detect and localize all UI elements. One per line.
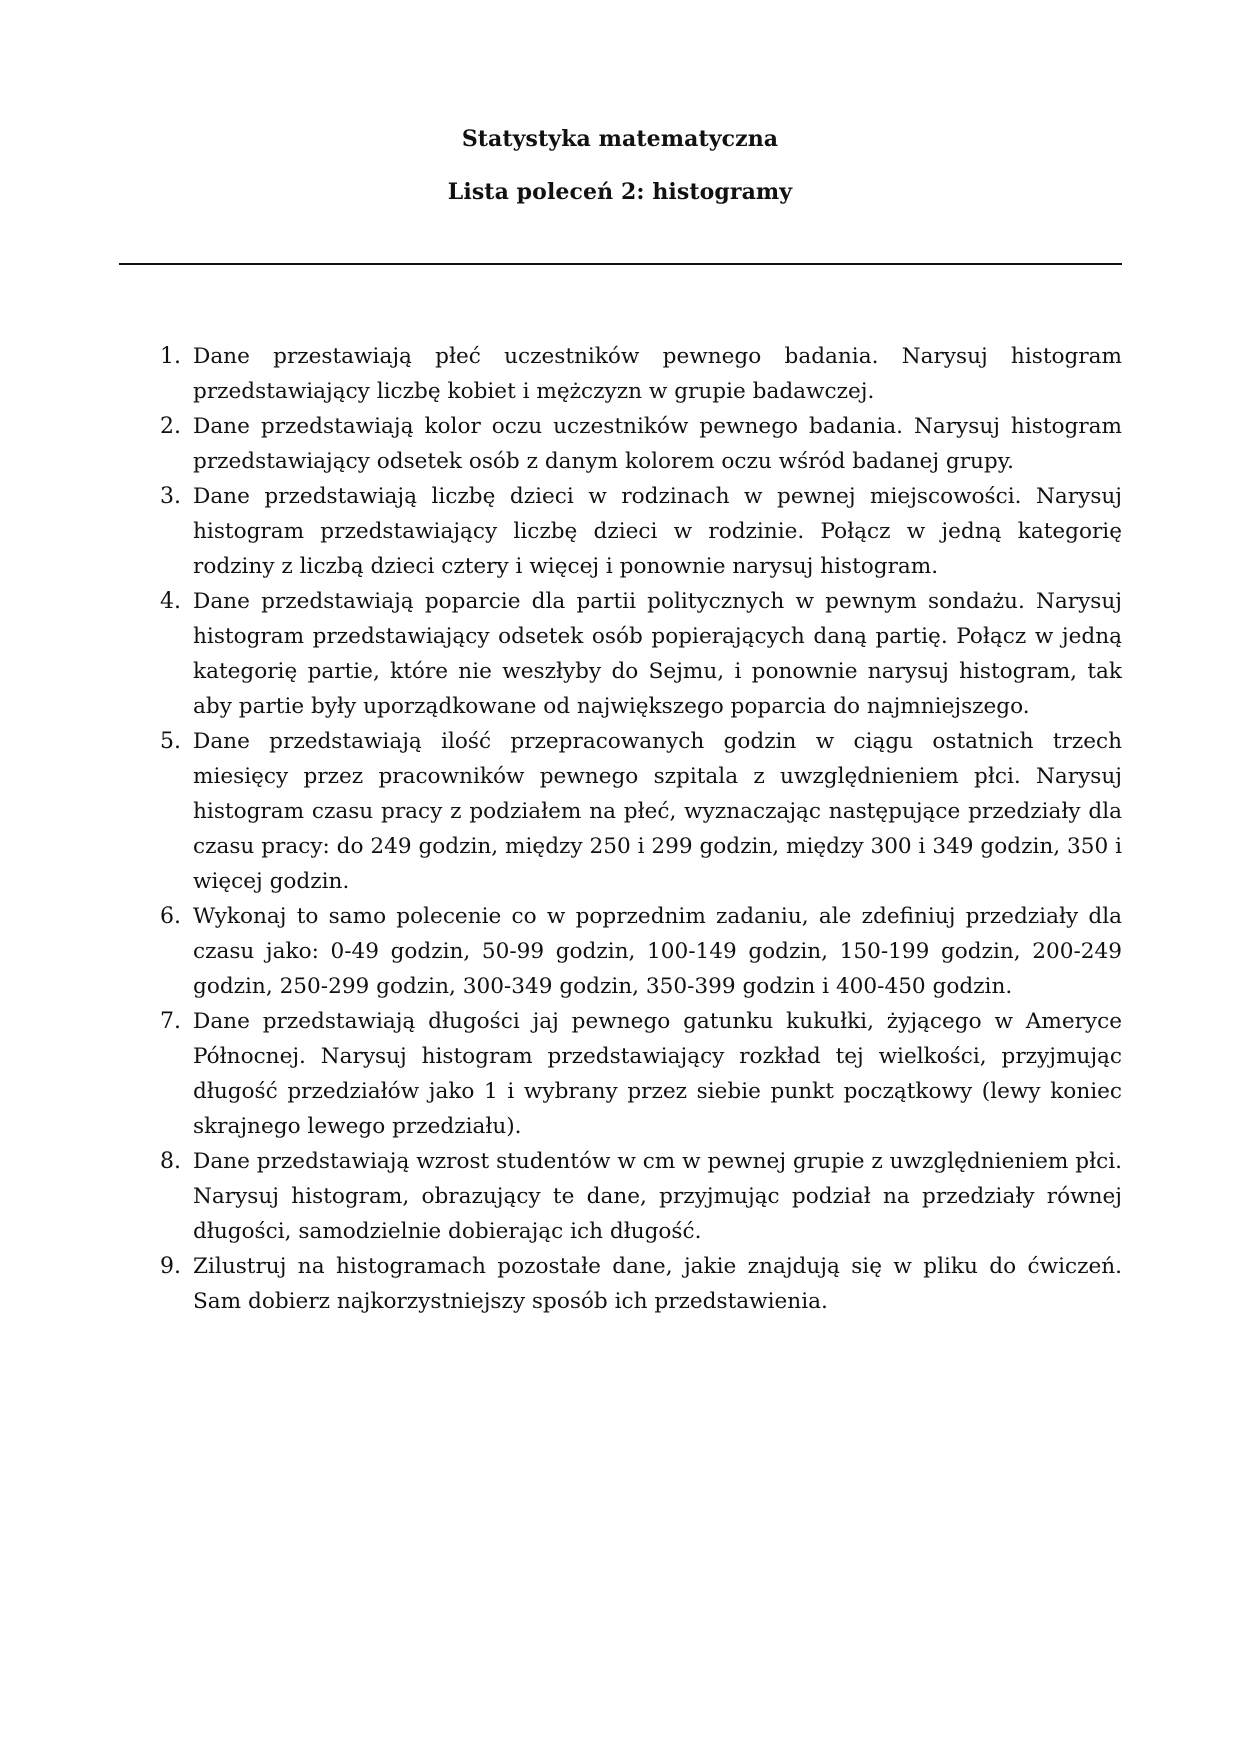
horizontal-divider [119,263,1122,265]
task-number: 6. [160,904,181,929]
document-title: Statystyka matematyczna [461,126,779,152]
task-item [136,479,1122,584]
task-item [136,724,1122,899]
task-text: Zilustruj na histogramach pozostałe dane, jakie znajdują się w pliku do ćwiczeń. Sam dobierz najkorzystniejszy sposób ich przedstawienia. [193,1254,1122,1314]
task-text: Dane przedstawiają liczbę dzieci w rodzinach w pewnej miejscowości. Narysuj histogram przedstawiający liczbę dzieci w rodzinie. Połącz w jedną kategorię rodziny z liczbą dzieci cztery i więcej i ponownie narysuj histogram. [193,484,1122,579]
task-text: Dane przedstawiają wzrost studentów w cm w pewnej grupie z uwzględnieniem płci. Narysuj histogram, obrazujący te dane, przyjmując podział na przedziały równej długości, samodzielnie dobierając ich długość. [193,1149,1122,1244]
task-text: Dane przedstawiają poparcie dla partii politycznych w pewnym sondażu. Narysuj histogram przedstawiający odsetek osób popierających daną partię. Połącz w jedną kategorię partie, które nie weszłyby do Sejmu, i ponownie narysuj histogram, tak aby partie były uporządkowane od największego poparcia do najmniejszego. [193,589,1122,719]
task-item [136,584,1122,724]
task-number: 2. [160,414,181,439]
task-text: Wykonaj to samo polecenie co w poprzednim zadaniu, ale zdefiniuj przedziały dla czasu jako: 0-49 godzin, 50-99 godzin, 100-149 godzin, 150-199 godzin, 200-249 godzin, 250-299 godzin, 300-349 godzin, 350-399 godzin i 400-450 godzin. [193,904,1122,999]
task-number: 7. [160,1009,181,1034]
task-text: Dane przedstawiają kolor oczu uczestników pewnego badania. Narysuj histogram przedstawiający odsetek osób z danym kolorem oczu wśród badanej grupy. [193,414,1122,474]
task-item [136,1004,1122,1144]
task-number: 9. [160,1254,181,1279]
task-item [136,1249,1122,1319]
task-item [136,899,1122,1004]
task-text: Dane przedstawiają długości jaj pewnego gatunku kukułki, żyjącego w Ameryce Północnej. Narysuj histogram przedstawiający rozkład tej wielkości, przyjmując długość przedziałów jako 1 i wybrany przez siebie punkt początkowy (lewy koniec skrajnego lewego przedziału). [193,1009,1122,1139]
task-number: 8. [160,1149,181,1174]
task-text: Dane przestawiają płeć uczestników pewnego badania. Narysuj histogram przedstawiający liczbę kobiet i mężczyzn w grupie badawczej. [193,344,1122,404]
document-subtitle: Lista poleceń 2: histogramy [447,179,793,205]
task-number: 1. [160,344,181,369]
task-number: 4. [160,589,181,614]
task-text: Dane przedstawiają ilość przepracowanych godzin w ciągu ostatnich trzech miesięcy przez pracowników pewnego szpitala z uwzględnieniem płci. Narysuj histogram czasu pracy z podziałem na płeć, wyznaczając następujące przedziały dla czasu pracy: do 249 godzin, między 250 i 299 godzin, między 300 i 349 godzin, 350 i więcej godzin. [193,729,1122,894]
task-item [136,339,1122,409]
task-list [136,339,1122,1319]
task-number: 3. [160,484,181,509]
task-number: 5. [160,729,181,754]
task-item [136,409,1122,479]
task-item [136,1144,1122,1249]
